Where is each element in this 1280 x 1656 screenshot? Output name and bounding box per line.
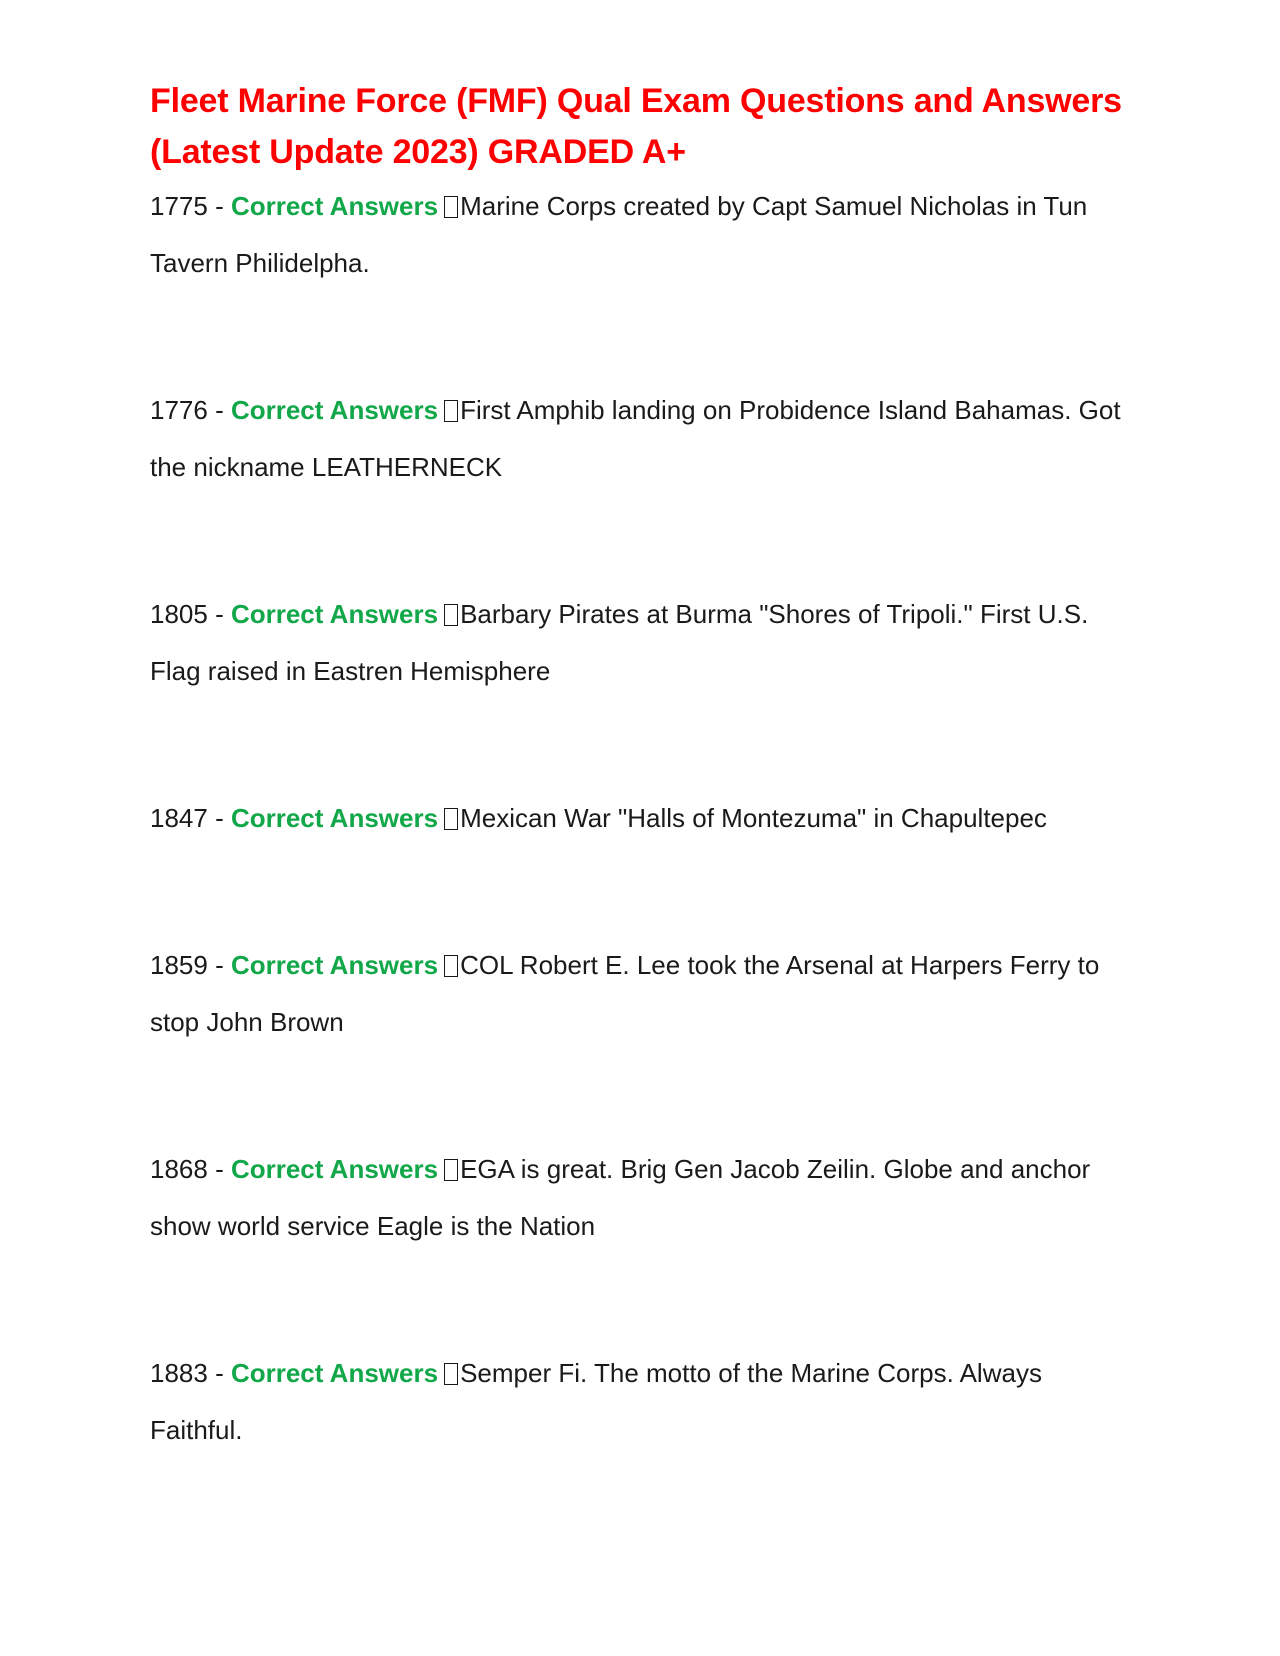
separator: - <box>207 599 231 629</box>
missing-glyph-box-icon <box>444 808 458 830</box>
question-text: 1775 <box>150 191 208 221</box>
correct-answers-label: Correct Answers <box>230 1358 439 1388</box>
missing-glyph-box-icon <box>444 955 458 977</box>
answer-text: Marine Corps created by Capt Samuel Nicholas in Tun Tavern Philidelpha. <box>150 191 1088 278</box>
missing-glyph-box-icon <box>444 1363 458 1385</box>
question-text: 1847 <box>150 803 208 833</box>
answer-text: COL Robert E. Lee took the Arsenal at Harpers Ferry to stop John Brown <box>150 950 1100 1037</box>
qa-entry <box>150 1345 1140 1459</box>
qa-entry <box>150 178 1140 292</box>
qa-entry <box>150 586 1140 700</box>
missing-glyph-box-icon <box>444 400 458 422</box>
correct-answers-label: Correct Answers <box>230 950 439 980</box>
correct-answers-label: Correct Answers <box>230 599 439 629</box>
separator: - <box>207 1154 231 1184</box>
document-body <box>150 76 1140 1549</box>
document-title: Fleet Marine Force (FMF) Qual Exam Questions and Answers (Latest Update 2023) GRADED A+ <box>150 82 1122 171</box>
answer-text: Barbary Pirates at Burma "Shores of Tripoli." First U.S. Flag raised in Eastren Hemisphere <box>150 599 1089 686</box>
qa-entry <box>150 790 1140 847</box>
qa-entry <box>150 1141 1140 1255</box>
answer-text: EGA is great. Brig Gen Jacob Zeilin. Globe and anchor show world service Eagle is the Nation <box>150 1154 1091 1241</box>
answer-text: Mexican War "Halls of Montezuma" in Chapultepec <box>460 803 1047 833</box>
separator: - <box>207 1358 231 1388</box>
qa-entry <box>150 382 1140 496</box>
separator: - <box>207 803 231 833</box>
missing-glyph-box-icon <box>444 196 458 218</box>
correct-answers-label: Correct Answers <box>230 191 439 221</box>
qa-entry <box>150 937 1140 1051</box>
separator: - <box>207 191 231 221</box>
correct-answers-label: Correct Answers <box>230 1154 439 1184</box>
missing-glyph-box-icon <box>444 1159 458 1181</box>
question-text: 1776 <box>150 395 208 425</box>
question-text: 1868 <box>150 1154 208 1184</box>
separator: - <box>207 950 231 980</box>
separator: - <box>207 395 231 425</box>
answer-text: Semper Fi. The motto of the Marine Corps. Always Faithful. <box>150 1358 1042 1445</box>
missing-glyph-box-icon <box>444 604 458 626</box>
correct-answers-label: Correct Answers <box>230 803 439 833</box>
answer-text: First Amphib landing on Probidence Island Bahamas. Got the nickname LEATHERNECK <box>150 395 1121 482</box>
question-text: 1805 <box>150 599 208 629</box>
correct-answers-label: Correct Answers <box>230 395 439 425</box>
question-text: 1883 <box>150 1358 208 1388</box>
question-text: 1859 <box>150 950 208 980</box>
